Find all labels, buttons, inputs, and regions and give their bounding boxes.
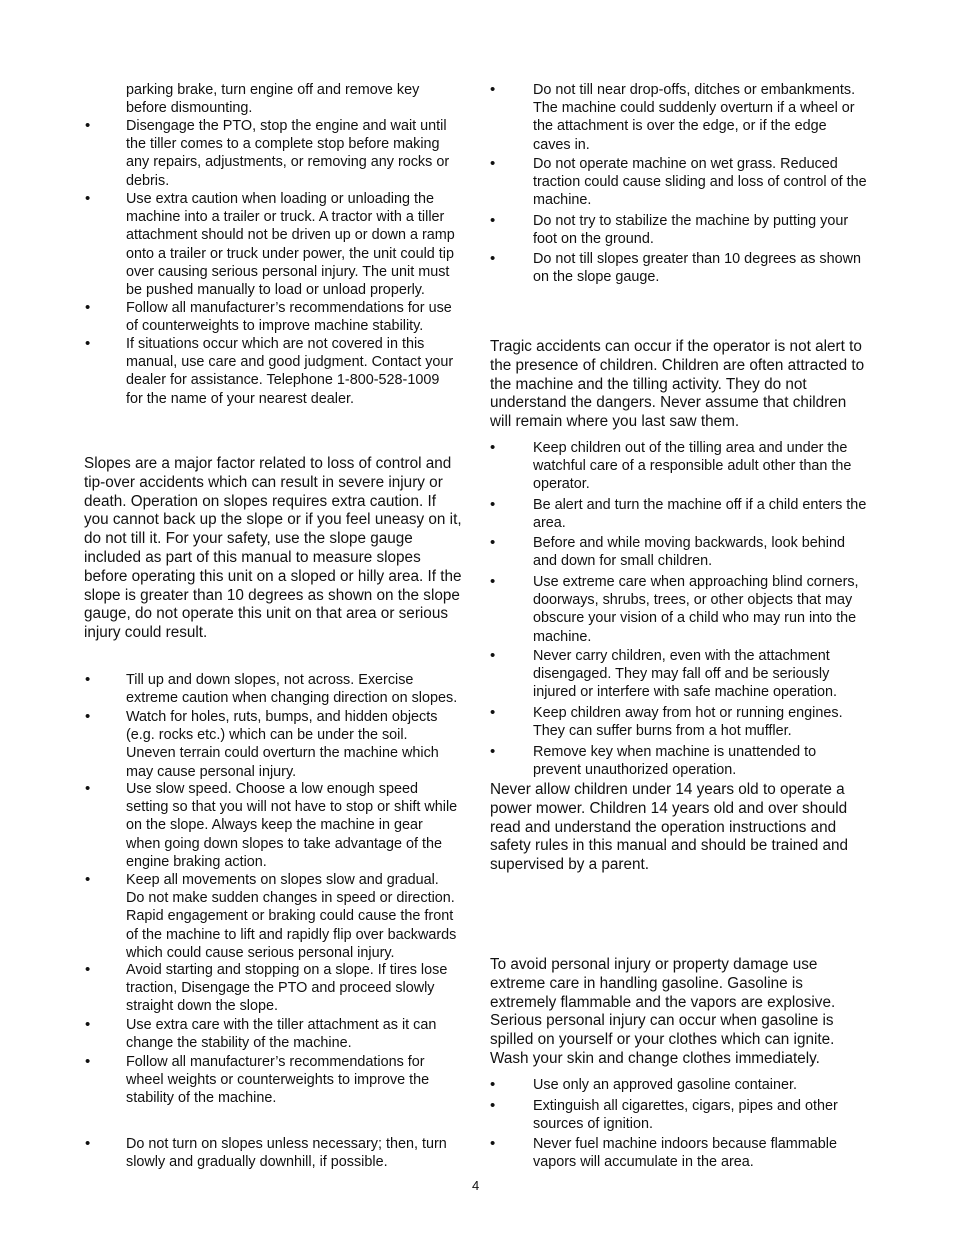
bullet-text-line: Uneven terrain could overturn the machine which xyxy=(126,745,439,762)
bullet-text-line: of counterweights to improve machine stability. xyxy=(126,318,424,335)
bullet-marker: • xyxy=(490,81,496,98)
bullet-marker: • xyxy=(490,647,496,664)
bullet-text-line: Use extra caution when loading or unloading the xyxy=(126,191,435,207)
bullet-text-line: debris. xyxy=(126,172,170,189)
bullet-text-line: Do not till slopes greater than 10 degrees as shown xyxy=(533,251,861,267)
paragraph-line: included as part of this manual to measure slopes xyxy=(84,549,421,566)
bullet-text-line: attachment should not be driven up or down a ramp xyxy=(126,227,455,244)
paragraph-line: before operating this unit on a sloped or hilly area. If the xyxy=(84,567,462,585)
paragraph-line: do not till it. For your safety, use the slope gauge xyxy=(84,530,413,548)
bullet-text-line: Watch for holes, ruts, bumps, and hidden objects xyxy=(126,709,438,725)
paragraph-line: extreme care in handling gasoline. Gasoline is xyxy=(490,974,803,992)
bullet-text-line: Keep children away from hot or running engines. xyxy=(533,705,843,721)
bullet-text-line: Keep all movements on slopes slow and gradual. xyxy=(126,872,439,888)
bullet-marker: • xyxy=(85,117,91,134)
bullet-text-line: onto a trailer or truck under power, the unit could tip xyxy=(126,245,454,262)
bullet-text-line: the attachment is over the edge, or if the edge xyxy=(533,118,827,135)
paragraph-line: tip-over accidents which can result in severe injury or xyxy=(84,473,443,491)
paragraph-line: supervised by a parent. xyxy=(490,856,650,874)
bullet-marker: • xyxy=(85,1016,91,1033)
bullet-marker: • xyxy=(490,1135,496,1152)
bullet-text-line: Follow all manufacturer’s recommendations for xyxy=(126,1054,425,1070)
bullet-text-line: Do not try to stabilize the machine by putting your xyxy=(533,213,849,229)
paragraph-line: the presence of children. Children are often attracted to xyxy=(490,356,865,374)
bullet-text-line: dealer for assistance. Telephone 1-800-528-1009 xyxy=(126,372,440,389)
bullet-text-line: Be alert and turn the machine off if a child enters the xyxy=(533,497,867,513)
bullet-text-line: Remove key when machine is unattended to xyxy=(533,744,817,760)
bullet-marker: • xyxy=(490,1097,496,1114)
bullet-marker: • xyxy=(85,961,91,978)
bullet-text-line: Do not turn on slopes unless necessary; then, turn xyxy=(126,1136,447,1152)
bullet-marker: • xyxy=(490,704,496,721)
bullet-text-line: machine. xyxy=(533,192,592,209)
bullet-text-line: Never fuel machine indoors because flammable xyxy=(533,1136,837,1152)
bullet-marker: • xyxy=(85,299,91,316)
bullet-text-line: of the machine to lift and rapidly flip over backwards xyxy=(126,926,457,943)
paragraph-line: extremely flammable and the vapors are explosive. xyxy=(490,993,836,1011)
bullet-text-line: engine braking action. xyxy=(126,853,267,870)
bullet-text-line: Use only an approved gasoline container. xyxy=(533,1077,798,1093)
bullet-marker: • xyxy=(490,534,496,551)
bullet-marker: • xyxy=(490,743,496,760)
bullet-marker: • xyxy=(85,1135,91,1152)
bullet-text-line: straight down the slope. xyxy=(126,998,278,1015)
bullet-text-line: foot on the ground. xyxy=(533,231,654,248)
bullet-text-line: manual, use care and good judgment. Contact your xyxy=(126,354,454,371)
bullet-text-line: Keep children out of the tilling area and under the xyxy=(533,440,848,456)
bullet-text-line: traction, Disengage the PTO and proceed slowly xyxy=(126,980,435,997)
paragraph-line: Tragic accidents can occur if the operator is not alert to xyxy=(490,338,862,355)
bullet-text-line: area. xyxy=(533,515,566,532)
bullet-text-line: They can suffer burns from a hot muffler. xyxy=(533,723,792,740)
bullet-text-line: machine into a trailer or truck. A tractor with a tiller xyxy=(126,209,445,226)
bullet-text-line: Do not operate machine on wet grass. Reduced xyxy=(533,156,838,172)
bullet-text-line: Rapid engagement or braking could cause the front xyxy=(126,908,454,925)
bullet-marker: • xyxy=(85,871,91,888)
paragraph-line: injury could result. xyxy=(84,624,208,642)
bullet-text-line: injured or interfere with safe machine operation. xyxy=(533,684,837,701)
bullet-text-line: wheel weights or counterweights to improve the xyxy=(126,1072,430,1089)
bullet-text-line: Do not till near drop-offs, ditches or embankments. xyxy=(533,82,856,98)
bullet-text-line: If situations occur which are not covered in this xyxy=(126,336,425,352)
bullet-text-line: setting so that you will not have to stop or shift while xyxy=(126,799,458,816)
bullet-text-line: and down for small children. xyxy=(533,553,713,570)
bullet-text-line: may cause personal injury. xyxy=(126,763,297,780)
bullet-text-line: which could cause serious personal injury. xyxy=(126,944,395,961)
bullet-marker: • xyxy=(490,439,496,456)
paragraph-line: will remain where you last saw them. xyxy=(490,413,740,431)
bullet-marker: • xyxy=(490,212,496,229)
paragraph-line: Serious personal injury can occur when gasoline is xyxy=(490,1012,834,1030)
paragraph-line: Never allow children under 14 years old to operate a xyxy=(490,781,845,798)
bullet-text-line: doorways, shrubs, trees, or other objects that may xyxy=(533,592,853,609)
bullet-marker: • xyxy=(85,671,91,688)
bullet-text-line: obscure your vision of a child who may run into the xyxy=(533,610,857,627)
paragraph-line: understand the dangers. Never assume that children xyxy=(490,394,847,412)
bullet-text-line: Before and while moving backwards, look behind xyxy=(533,535,845,551)
text-line: before dismounting. xyxy=(126,100,253,117)
bullet-text-line: Till up and down slopes, not across. Exercise xyxy=(126,672,414,688)
bullet-text-line: any repairs, adjustments, or removing any rocks or xyxy=(126,154,450,171)
bullet-text-line: Use extra care with the tiller attachment as it can xyxy=(126,1017,437,1033)
paragraph-line: Wash your skin and change clothes immediately. xyxy=(490,1050,820,1067)
paragraph-line: slope is greater than 10 degrees as shown on the slope xyxy=(84,586,460,604)
bullet-marker: • xyxy=(490,1076,496,1093)
bullet-text-line: disengaged. They may fall off and be seriously xyxy=(533,666,830,683)
paragraph-line: death. Operation on slopes requires extra caution. If xyxy=(84,492,437,510)
bullet-text-line: on the slope. Always keep the machine in gear xyxy=(126,817,423,834)
paragraph-line: gauge, do not operate this unit on that area or serious xyxy=(84,605,448,623)
bullet-marker: • xyxy=(490,155,496,172)
bullet-text-line: extreme caution when changing direction on slopes. xyxy=(126,690,458,707)
bullet-text-line: when going down slopes to take advantage of the xyxy=(126,835,443,852)
bullet-text-line: Use extreme care when approaching blind corners, xyxy=(533,574,859,590)
bullet-text-line: (e.g. rocks etc.) which can be under the soil. xyxy=(126,727,408,744)
bullet-text-line: Disengage the PTO, stop the engine and wait until xyxy=(126,118,447,134)
bullet-text-line: The machine could suddenly overturn if a wheel or xyxy=(533,100,855,117)
bullet-text-line: vapors will accumulate in the area. xyxy=(533,1154,754,1171)
text-line: parking brake, turn engine off and remove key xyxy=(126,82,420,98)
paragraph-line: Slopes are a major factor related to loss of control and xyxy=(84,455,452,472)
paragraph-line: read and understand the operation instructions and xyxy=(490,818,837,836)
bullet-text-line: operator. xyxy=(533,476,590,493)
bullet-text-line: change the stability of the machine. xyxy=(126,1035,352,1052)
bullet-text-line: traction could cause sliding and loss of control of the xyxy=(533,174,867,191)
bullet-text-line: sources of ignition. xyxy=(533,1116,653,1133)
bullet-text-line: over causing serious personal injury. The unit must xyxy=(126,263,450,280)
bullet-text-line: caves in. xyxy=(533,136,590,153)
bullet-text-line: Avoid starting and stopping on a slope. If tires lose xyxy=(126,962,448,978)
bullet-text-line: the tiller comes to a complete stop before making xyxy=(126,136,440,153)
bullet-text-line: Never carry children, even with the attachment xyxy=(533,648,830,664)
bullet-marker: • xyxy=(85,780,91,797)
bullet-text-line: be pushed manually to load or unload properly. xyxy=(126,282,425,298)
bullet-marker: • xyxy=(85,335,91,352)
bullet-marker: • xyxy=(490,496,496,513)
bullet-text-line: on the slope gauge. xyxy=(533,269,660,286)
bullet-text-line: Extinguish all cigarettes, cigars, pipes and other xyxy=(533,1098,838,1114)
paragraph-line: you cannot back up the slope or if you feel uneasy on it, xyxy=(84,511,462,529)
page-number: 4 xyxy=(472,1178,480,1193)
bullet-marker: • xyxy=(85,708,91,725)
paragraph-line: safety rules in this manual and should be trained and xyxy=(490,837,849,855)
bullet-marker: • xyxy=(85,1053,91,1070)
paragraph-line: the machine and the tilling activity. They do not xyxy=(490,375,807,393)
bullet-marker: • xyxy=(85,190,91,207)
paragraph-line: spilled on yourself or your clothes which can ignite. xyxy=(490,1031,835,1049)
bullet-text-line: machine. xyxy=(533,628,592,645)
bullet-text-line: stability of the machine. xyxy=(126,1090,277,1107)
bullet-text-line: for the name of your nearest dealer. xyxy=(126,390,354,407)
bullet-marker: • xyxy=(490,573,496,590)
bullet-text-line: Do not make sudden changes in speed or direction. xyxy=(126,890,455,907)
bullet-text-line: Follow all manufacturer’s recommendations for use xyxy=(126,300,452,316)
bullet-text-line: prevent unauthorized operation. xyxy=(533,762,737,779)
bullet-text-line: slowly and gradually downhill, if possible. xyxy=(126,1154,388,1171)
bullet-text-line: Use slow speed. Choose a low enough speed xyxy=(126,781,419,797)
bullet-marker: • xyxy=(490,250,496,267)
bullet-text-line: watchful care of a responsible adult other than the xyxy=(533,458,852,475)
paragraph-line: To avoid personal injury or property damage use xyxy=(490,956,818,973)
paragraph-line: power mower. Children 14 years old and over should xyxy=(490,799,848,817)
